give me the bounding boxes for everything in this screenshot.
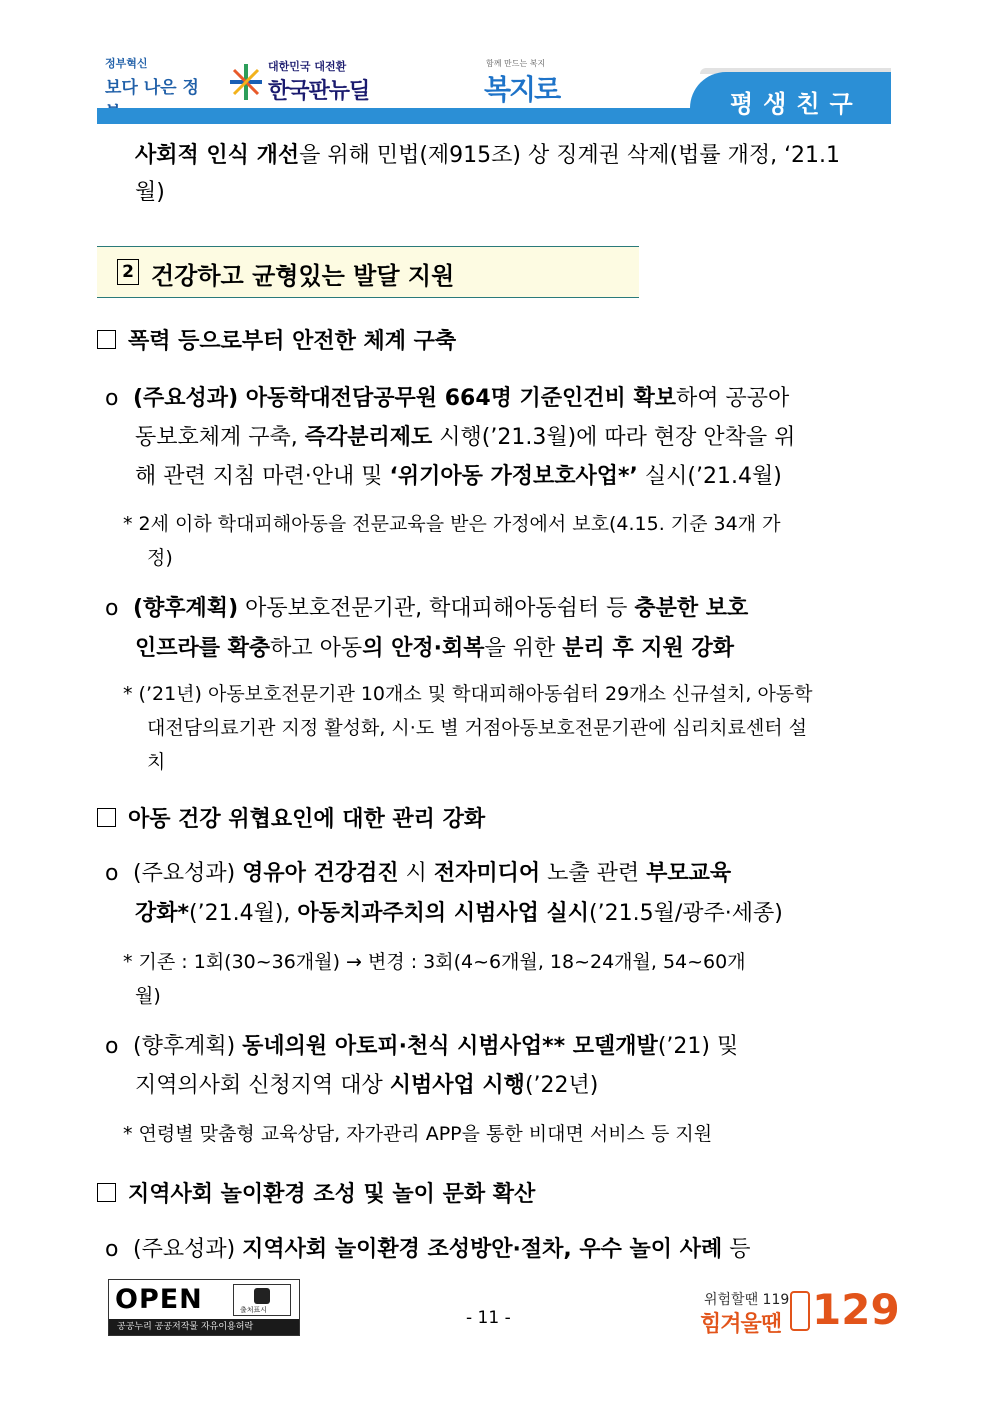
- korean-new-deal-logo: [228, 58, 378, 106]
- checkbox-square-icon: [97, 808, 116, 827]
- s1-note-2-line-1: * (’21년) 아동보호전문기관 10개소 및 학대피해아동쉼터 29개소 신규설치, 아동학: [123, 683, 813, 705]
- header-tab-label: 평생친구: [730, 90, 863, 118]
- s1-p1-line-2: 동보호체계 구축, 즉각분리제도 시행(’21.3월)에 따라 현장 안착을 위: [135, 425, 796, 450]
- attribution-caption: 출처표시: [240, 1306, 268, 1314]
- s1-p2-line-2: 인프라를 확충하고 아동의 안정·회복을 위한 분리 후 지원 강화: [135, 636, 734, 661]
- hotline-129-badge: [700, 1275, 900, 1337]
- subsection-heading-1: 폭력 등으로부터 안전한 체계 구축: [97, 327, 456, 357]
- s2-p2-line-2: 지역의사회 신청지역 대상 시범사업 시행(’22년): [135, 1073, 599, 1098]
- checkbox-square-icon: [97, 330, 116, 349]
- bullet-o: o: [105, 596, 119, 621]
- s2-p1-line-2: 강화*(’21.4월), 아동치과주치의 시범사업 실시(’21.5월/광주·세종): [135, 901, 783, 926]
- intro-line-1: 사회적 인식 개선을 위해 민법(제915조) 상 징계권 삭제(법률 개정, ‘21.1: [135, 143, 841, 168]
- new-deal-main-text: 한국판뉴딜: [268, 79, 370, 104]
- s1-p2-line-1: (향후계획) 아동보호전문기관, 학대피해아동쉼터 등 충분한 보호: [133, 596, 749, 621]
- s1-note-1-line-1: * 2세 이하 학대피해아동을 전문교육을 받은 가정에서 보호(4.15. 기준 34개 가: [123, 513, 781, 535]
- section-title: 건강하고 균형있는 발달 지원: [151, 262, 455, 290]
- section-header: [97, 246, 639, 298]
- open-bar-text: 공공누리 공공저작물 자유이용허락: [109, 1319, 299, 1335]
- bokjiro-logo: [478, 56, 588, 106]
- s1-note-2-line-3: 치: [147, 751, 166, 773]
- gov-logo-small-text: 정부혁신: [105, 57, 148, 70]
- bullet-o: o: [105, 1034, 119, 1059]
- s3-p1-line-1: (주요성과) 지역사회 놀이환경 조성방안·절차, 우수 놀이 사례 등: [133, 1237, 751, 1262]
- kogl-open-license-badge: [108, 1279, 300, 1336]
- new-deal-star-icon: [228, 62, 264, 102]
- s2-note-2-line-1: * 연령별 맞춤형 교육상담, 자가관리 APP을 통한 비대면 서비스 등 지원: [123, 1123, 713, 1145]
- bullet-o: o: [105, 861, 119, 886]
- s1-note-1-line-2: 정): [147, 547, 173, 569]
- gov-innovation-logo: [105, 55, 215, 107]
- header-tab: [690, 72, 891, 124]
- hotline-small-text: 위험할땐 119: [704, 1292, 790, 1308]
- intro-line-2: 월): [135, 180, 165, 205]
- bullet-o: o: [105, 1237, 119, 1262]
- s2-note-1-line-1: * 기존 : 1회(30~36개월) → 변경 : 3회(4~6개월, 18~24개월, 54~60개: [123, 951, 746, 973]
- phone-icon: [790, 1291, 810, 1331]
- bullet-o: o: [105, 386, 119, 411]
- subsection-heading-2: 아동 건강 위협요인에 대한 관리 강화: [97, 805, 485, 835]
- open-label: OPEN: [115, 1284, 203, 1315]
- subsection-heading-3: 지역사회 놀이환경 조성 및 놀이 문화 확산: [97, 1180, 535, 1210]
- checkbox-square-icon: [97, 1183, 116, 1202]
- hotline-main-text: 힘겨울땐: [700, 1312, 782, 1337]
- s2-note-1-line-2: 월): [135, 985, 161, 1007]
- s1-p1-line-3: 해 관련 지침 마련·안내 및 ‘위기아동 가정보호사업*’ 실시(’21.4월): [135, 464, 782, 489]
- s1-note-2-line-2: 대전담의료기관 지정 활성화, 시·도 별 거점아동보호전문기관에 심리치료센터 설: [147, 717, 808, 739]
- person-icon: [254, 1288, 270, 1304]
- hotline-number: 129: [812, 1285, 900, 1334]
- section-number: 2: [117, 259, 139, 285]
- attribution-icon: [233, 1284, 291, 1316]
- s1-p1-line-1: (주요성과) 아동학대전담공무원 664명 기준인건비 확보하여 공공아: [133, 386, 790, 411]
- page-number: - 11 -: [466, 1308, 511, 1328]
- new-deal-small-text: 대한민국 대전환: [268, 60, 347, 73]
- gov-logo-main-text: 보다 나은 정: [105, 78, 199, 98]
- s2-p1-line-1: (주요성과) 영유아 건강검진 시 전자미디어 노출 관련 부모교육: [133, 861, 732, 886]
- bokjiro-small-text: 함께 만드는 복지: [486, 59, 546, 68]
- bokjiro-main-text: 복지로: [484, 73, 560, 106]
- s2-p2-line-1: (향후계획) 동네의원 아토피·천식 시범사업** 모델개발(’21) 및: [133, 1034, 739, 1059]
